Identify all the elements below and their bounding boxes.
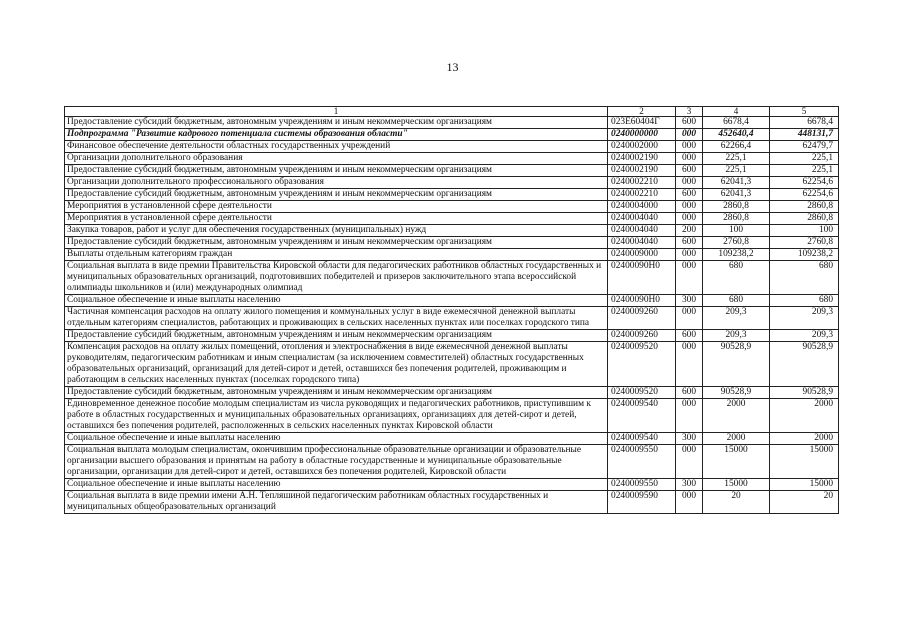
row-value-2021-cell: 62041,3: [703, 177, 770, 189]
row-vr-cell: 000: [676, 307, 703, 330]
row-vr-cell: 000: [676, 399, 703, 433]
row-code-cell: 0240009520: [608, 342, 676, 387]
row-value-2021-cell: 2000: [703, 399, 770, 433]
table-row: [65, 330, 839, 342]
table-row: [65, 261, 839, 295]
row-value-2021-cell: 209,3: [703, 307, 770, 330]
budget-table: [64, 106, 839, 514]
table-row: [65, 433, 839, 445]
row-name-cell: Частичная компенсация расходов на оплату жилого помещения и коммунальных услуг в виде ежемесячной денежной выплаты отдельным категориям специалистов, работающих и проживающих в сельских населенных пунктах или поселках городского типа: [65, 307, 608, 330]
row-name-cell: Социальная выплата в виде премии имени А.Н. Тепляшиной педагогическим работникам областных государственных и муниципальных общеобразовательных организаций: [65, 491, 608, 514]
row-code-cell: 0240004000: [608, 201, 676, 213]
header-col-3: 3: [676, 107, 703, 117]
row-vr-cell: 600: [676, 117, 703, 129]
row-value-2021-cell: 225,1: [703, 165, 770, 177]
row-name-cell: Социальное обеспечение и иные выплаты населению: [65, 479, 608, 491]
table-header-row: [65, 107, 839, 117]
row-value-2021-cell: 2760,8: [703, 237, 770, 249]
row-vr-cell: 000: [676, 201, 703, 213]
row-code-cell: 0240009550: [608, 479, 676, 491]
row-vr-cell: 000: [676, 445, 703, 479]
row-code-cell: 0240009000: [608, 249, 676, 261]
row-value-2022-cell: 109238,2: [770, 249, 839, 261]
row-value-2022-cell: 225,1: [770, 153, 839, 165]
table-row: [65, 307, 839, 330]
row-value-2022-cell: 2000: [770, 399, 839, 433]
table-row: [65, 153, 839, 165]
table-row: [65, 342, 839, 387]
table-row: [65, 445, 839, 479]
row-value-2021-cell: 680: [703, 295, 770, 307]
row-vr-cell: 000: [676, 129, 703, 141]
row-vr-cell: 600: [676, 330, 703, 342]
row-value-2021-cell: 452640,4: [703, 129, 770, 141]
row-code-cell: 0240009260: [608, 330, 676, 342]
row-value-2022-cell: 2760,8: [770, 237, 839, 249]
row-value-2021-cell: 225,1: [703, 153, 770, 165]
row-vr-cell: 600: [676, 189, 703, 201]
row-code-cell: 0240004040: [608, 213, 676, 225]
row-value-2022-cell: 2860,8: [770, 201, 839, 213]
row-value-2021-cell: 680: [703, 261, 770, 295]
row-name-cell: Подпрограмма "Развитие кадрового потенциала системы образования области": [65, 129, 608, 141]
row-value-2021-cell: 62266,4: [703, 141, 770, 153]
table-row: [65, 237, 839, 249]
row-value-2022-cell: 15000: [770, 445, 839, 479]
row-name-cell: Мероприятия в установленной сфере деятельности: [65, 213, 608, 225]
row-code-cell: 0240000000: [608, 129, 676, 141]
row-value-2021-cell: 6678,4: [703, 117, 770, 129]
header-col-5: 5: [770, 107, 839, 117]
row-code-cell: 0240009520: [608, 387, 676, 399]
row-vr-cell: 600: [676, 165, 703, 177]
row-value-2022-cell: 680: [770, 295, 839, 307]
header-col-1: 1: [65, 107, 608, 117]
row-code-cell: 0240002000: [608, 141, 676, 153]
row-value-2021-cell: 2000: [703, 433, 770, 445]
row-name-cell: Единовременное денежное пособие молодым специалистам из числа руководящих и педагогических работников, приступившим к работе в областных государственных и муниципальных образовательных организациях, организациях для детей-сирот и детей, оставшихся без попечения родителей, расположенных в сельских населенных пунктах Кировской области: [65, 399, 608, 433]
row-vr-cell: 000: [676, 153, 703, 165]
row-value-2021-cell: 100: [703, 225, 770, 237]
row-vr-cell: 300: [676, 295, 703, 307]
header-col-4: 4: [703, 107, 770, 117]
row-value-2022-cell: 62254,6: [770, 189, 839, 201]
table-row: [65, 387, 839, 399]
row-code-cell: 0240009260: [608, 307, 676, 330]
row-value-2021-cell: 2860,8: [703, 213, 770, 225]
row-value-2022-cell: 62254,6: [770, 177, 839, 189]
row-code-cell: 023E60404Г: [608, 117, 676, 129]
row-value-2022-cell: 225,1: [770, 165, 839, 177]
row-value-2021-cell: 15000: [703, 479, 770, 491]
row-code-cell: 0240009590: [608, 491, 676, 514]
row-code-cell: 0240002190: [608, 165, 676, 177]
row-vr-cell: 600: [676, 237, 703, 249]
row-name-cell: Социальная выплата в виде премии Правительства Кировской области для педагогических работников областных государственных и муниципальных образовательных организаций, подготовивших победителей и призеров заключительного этапа всероссийской олимпиады школьников и (или) международных олимпиад: [65, 261, 608, 295]
row-name-cell: Социальное обеспечение и иные выплаты населению: [65, 433, 608, 445]
header-col-2: 2: [608, 107, 676, 117]
row-vr-cell: 300: [676, 479, 703, 491]
row-name-cell: Предоставление субсидий бюджетным, автономным учреждениям и иным некоммерческим организациям: [65, 387, 608, 399]
row-code-cell: 02400090Н0: [608, 295, 676, 307]
row-value-2021-cell: 90528,9: [703, 342, 770, 387]
row-value-2022-cell: 209,3: [770, 330, 839, 342]
row-name-cell: Социальная выплата молодым специалистам, окончившим профессиональные образовательные организации и образовательные организации высшего образования и принятым на работу в областные государственные и муниципальные образовательные организации, организации для детей-сирот и детей, оставшихся без попечения родителей, Кировской области: [65, 445, 608, 479]
table-row: [65, 491, 839, 514]
row-value-2022-cell: 448131,7: [770, 129, 839, 141]
table-row: [65, 213, 839, 225]
row-code-cell: 0240009540: [608, 433, 676, 445]
row-name-cell: Предоставление субсидий бюджетным, автономным учреждениям и иным некоммерческим организациям: [65, 237, 608, 249]
row-vr-cell: 000: [676, 141, 703, 153]
row-code-cell: 0240004040: [608, 237, 676, 249]
page-number: 13: [446, 60, 459, 74]
row-value-2022-cell: 680: [770, 261, 839, 295]
row-value-2022-cell: 2000: [770, 433, 839, 445]
row-value-2022-cell: 90528,9: [770, 387, 839, 399]
row-code-cell: 0240009540: [608, 399, 676, 433]
row-name-cell: Мероприятия в установленной сфере деятельности: [65, 201, 608, 213]
row-value-2022-cell: 15000: [770, 479, 839, 491]
row-value-2022-cell: 90528,9: [770, 342, 839, 387]
row-value-2022-cell: 2860,8: [770, 213, 839, 225]
row-name-cell: Выплаты отдельным категориям граждан: [65, 249, 608, 261]
row-value-2022-cell: 209,3: [770, 307, 839, 330]
row-name-cell: Компенсация расходов на оплату жилых помещений, отопления и электроснабжения в виде ежемесячной денежной выплаты руководителям, педагогическим работникам и иным специалистам (за исключением совместителей) областных государственных образовательных организаций, организаций для детей-сирот и детей, оставшихся без попечения родителей, проживающим и работающим в сельских населенных пунктах (поселках городского типа): [65, 342, 608, 387]
row-name-cell: Предоставление субсидий бюджетным, автономным учреждениям и иным некоммерческим организациям: [65, 330, 608, 342]
row-value-2021-cell: 109238,2: [703, 249, 770, 261]
row-vr-cell: 000: [676, 491, 703, 514]
row-value-2021-cell: 15000: [703, 445, 770, 479]
table-row: [65, 201, 839, 213]
row-name-cell: Социальное обеспечение и иные выплаты населению: [65, 295, 608, 307]
row-code-cell: 0240009550: [608, 445, 676, 479]
row-code-cell: 0240002210: [608, 189, 676, 201]
row-vr-cell: 600: [676, 387, 703, 399]
row-name-cell: Финансовое обеспечение деятельности областных государственных учреждений: [65, 141, 608, 153]
row-name-cell: Организации дополнительного профессионального образования: [65, 177, 608, 189]
table-row: [65, 479, 839, 491]
row-vr-cell: 000: [676, 249, 703, 261]
row-code-cell: 0240002210: [608, 177, 676, 189]
row-value-2022-cell: 62479,7: [770, 141, 839, 153]
table-row: [65, 141, 839, 153]
row-code-cell: 0240002190: [608, 153, 676, 165]
table-row: [65, 189, 839, 201]
row-vr-cell: 000: [676, 177, 703, 189]
row-value-2022-cell: 6678,4: [770, 117, 839, 129]
table-row: [65, 117, 839, 129]
row-vr-cell: 000: [676, 261, 703, 295]
row-name-cell: Предоставление субсидий бюджетным, автономным учреждениям и иным некоммерческим организациям: [65, 165, 608, 177]
row-code-cell: 0240004040: [608, 225, 676, 237]
row-name-cell: Организации дополнительного образования: [65, 153, 608, 165]
row-value-2022-cell: 100: [770, 225, 839, 237]
row-value-2021-cell: 2860,8: [703, 201, 770, 213]
row-vr-cell: 200: [676, 225, 703, 237]
row-value-2021-cell: 90528,9: [703, 387, 770, 399]
row-name-cell: Предоставление субсидий бюджетным, автономным учреждениям и иным некоммерческим организациям: [65, 117, 608, 129]
row-value-2021-cell: 209,3: [703, 330, 770, 342]
row-name-cell: Предоставление субсидий бюджетным, автономным учреждениям и иным некоммерческим организациям: [65, 189, 608, 201]
table-row: [65, 225, 839, 237]
table-row: [65, 399, 839, 433]
row-value-2021-cell: 20: [703, 491, 770, 514]
row-name-cell: Закупка товаров, работ и услуг для обеспечения государственных (муниципальных) нужд: [65, 225, 608, 237]
row-value-2021-cell: 62041,3: [703, 189, 770, 201]
row-value-2022-cell: 20: [770, 491, 839, 514]
table-row: [65, 295, 839, 307]
table-row: [65, 249, 839, 261]
table-row: [65, 129, 839, 141]
row-code-cell: 02400090Н0: [608, 261, 676, 295]
table-row: [65, 177, 839, 189]
table-row: [65, 165, 839, 177]
row-vr-cell: 000: [676, 342, 703, 387]
row-vr-cell: 000: [676, 213, 703, 225]
row-vr-cell: 300: [676, 433, 703, 445]
